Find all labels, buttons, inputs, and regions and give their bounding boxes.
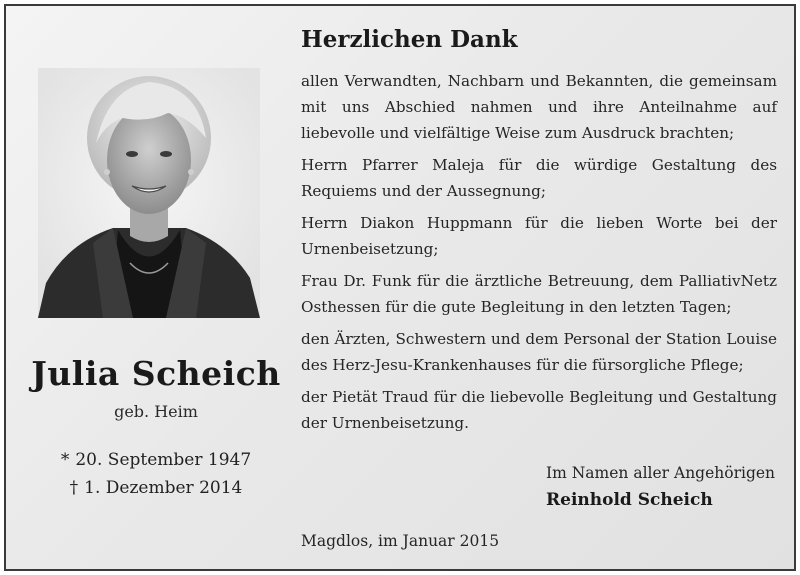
notice-heading: Herzlichen Dank [301, 26, 518, 53]
portrait-photo [38, 68, 260, 318]
right-column [301, 6, 779, 569]
on-behalf-text: Im Namen aller Angehörigen [546, 464, 776, 482]
thanks-list [301, 68, 777, 442]
deceased-name: Julia Scheich [31, 354, 281, 393]
obituary-card [4, 4, 796, 571]
birth-line [6, 446, 306, 474]
cross-icon: † [69, 478, 79, 498]
signature-block [546, 464, 781, 510]
thanks-paragraph: der Pietät Traud für die liebevolle Begleitung und Gestaltung der Urnenbeisetzung. [301, 388, 777, 432]
thanks-paragraph: allen Verwandten, Nachbarn und Bekannten, die gemeinsam mit uns Abschied nahmen und ihre Anteilnahme auf liebevolle und vielfältige Weise zum Ausdruck brachten; [301, 72, 777, 142]
left-column [6, 6, 306, 569]
thanks-paragraph: den Ärzten, Schwestern und dem Personal der Station Louise des Herz-Jesu-Krankenhauses für die fürsorgliche Pflege; [301, 330, 777, 374]
thanks-paragraph: Herrn Diakon Huppmann für die lieben Worte bei der Urnenbeisetzung; [301, 214, 777, 258]
death-date: 1. Dezember 2014 [84, 478, 243, 498]
birth-date: 20. September 1947 [75, 450, 252, 470]
star-icon: * [60, 450, 70, 470]
thanks-paragraph: Herrn Pfarrer Maleja für die würdige Gestaltung des Requiems und der Aussegnung; [301, 156, 777, 200]
signer-name: Reinhold Scheich [546, 490, 713, 510]
place-date: Magdlos, im Januar 2015 [301, 532, 500, 550]
thanks-paragraph: Frau Dr. Funk für die ärztliche Betreuung, dem PalliativNetz Osthessen für die gute Begleitung in den letzten Tagen; [301, 272, 777, 316]
death-line [6, 474, 306, 502]
birth-name: geb. Heim [114, 402, 198, 421]
life-dates [6, 446, 306, 502]
